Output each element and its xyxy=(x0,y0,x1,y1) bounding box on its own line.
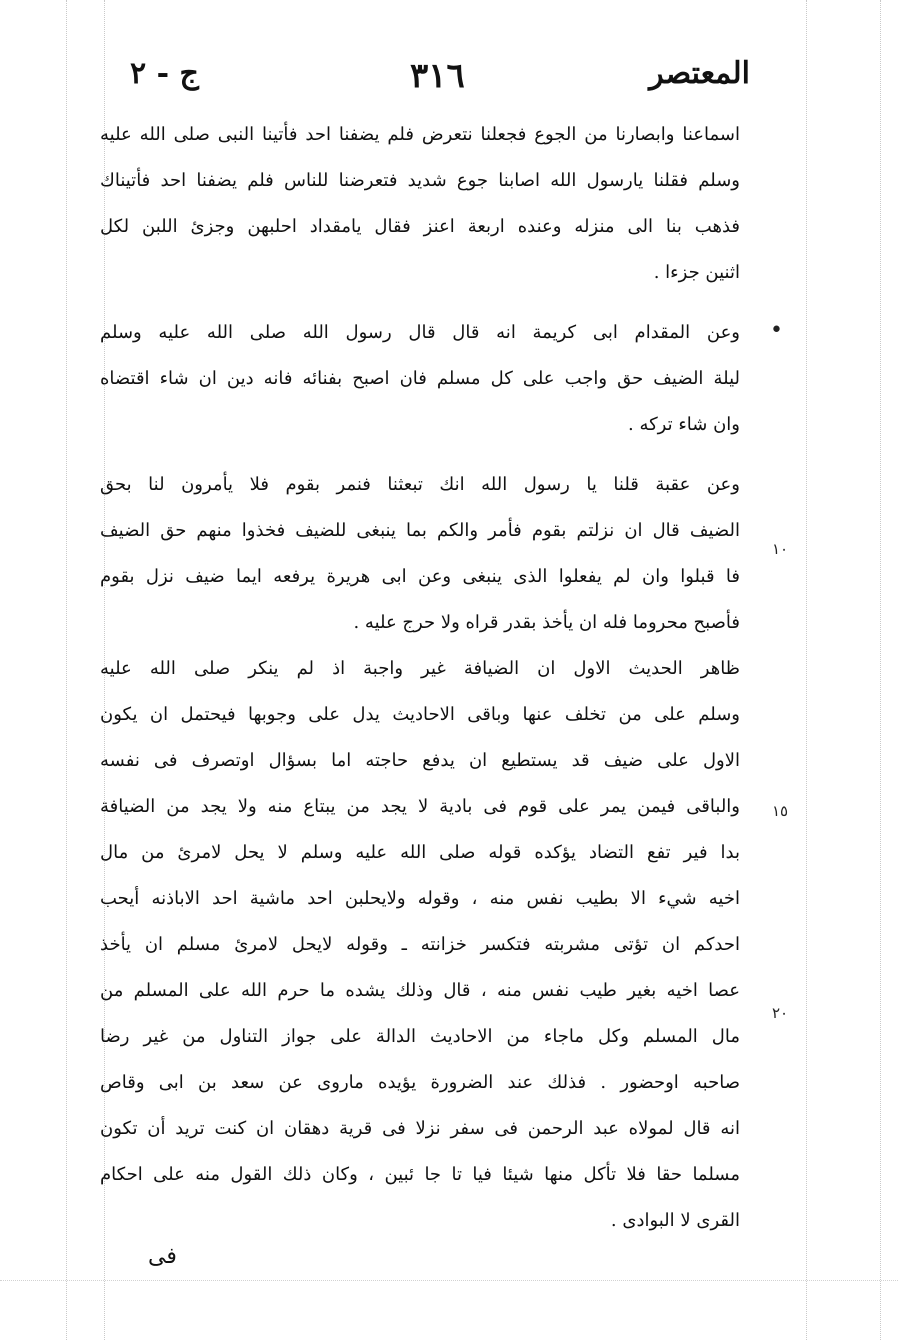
text-line: مسلما حقا فلا تأكل منها شيئا فيا تا جا ئبين ، وكان ذلك القول منه على احكام xyxy=(100,1164,740,1185)
body-text xyxy=(100,112,740,1244)
volume-label: ج - ٢ xyxy=(130,56,199,91)
text-line: اسماعنا وابصارنا من الجوع فجعلنا نتعرض فلم يضفنا احد فأتينا النبى صلى الله عليه xyxy=(100,124,740,145)
text-line: وسلم فقلنا يارسول الله اصابنا جوع شديد فتعرضنا للناس فلم يضفنا احد فأتيناك xyxy=(100,170,740,191)
scan-border-right-outer xyxy=(880,0,881,1340)
line-number-20: ٢٠ xyxy=(772,1004,789,1022)
catchword: فى xyxy=(148,1244,177,1269)
scan-border-left xyxy=(66,0,67,1340)
text-line: وعن عقبة قلنا يا رسول الله انك تبعثنا فنمر بقوم فلا يأمرون لنا بحق xyxy=(100,474,740,495)
line-number-10: ١٠ xyxy=(772,540,789,558)
text-line: انه قال لمولاه عبد الرحمن فى سفر نزلا فى قرية دهقان ان كنت تريد أن تكون xyxy=(100,1118,740,1139)
text-line: ظاهر الحديث الاول ان الضيافة غير واجبة اذ لم ينكر صلى الله عليه xyxy=(100,658,740,679)
text-line: والباقى فيمن يمر على قوم فى بادية لا يجد من يبتاع منه ولا يجد من الضيافة xyxy=(100,796,740,817)
text-line: الاول على ضيف قد يستطيع ان يدفع حاجته اما بسؤال اوتصرف فى نفسه xyxy=(100,750,740,771)
text-line: الضيف قال ان نزلتم بقوم فأمر والكم بما ينبغى للضيف فخذوا منهم حق الضيف xyxy=(100,520,740,541)
text-line: فا قبلوا وان لم يفعلوا الذى ينبغى وعن ابى هريرة يرفعه ايما ضيف نزل بقوم xyxy=(100,566,740,587)
text-line: اخيه شيء الا بطيب نفس منه ، وقوله ولايحلبن احد ماشية احد الاباذنه أيحب xyxy=(100,888,740,909)
text-line: صاحبه اوحضور . فذلك عند الضرورة يؤيده ماروى عن سعد بن ابى وقاص xyxy=(100,1072,740,1093)
text-line: وعن المقدام ابى كريمة انه قال قال رسول الله صلى الله عليه وسلم xyxy=(100,322,740,343)
line-number-15: ١٥ xyxy=(772,802,789,820)
scan-border-right xyxy=(806,0,807,1340)
text-line: وان شاء تركه . xyxy=(628,414,740,435)
text-line: بدا فير تفع التضاد يؤكده قوله صلى الله عليه وسلم لا يحل لامرئ من مال xyxy=(100,842,740,863)
book-title: المعتصر xyxy=(649,56,750,91)
text-line: مال المسلم وكل ماجاء من الاحاديث الدالة على جواز التناول من غير رضا xyxy=(100,1026,740,1047)
text-line: فأصبح محروما فله ان يأخذ بقدر قراه ولا حرج عليه . xyxy=(353,612,740,633)
section-dot-marker: • xyxy=(770,318,783,343)
text-line: فذهب بنا الى منزله وعنده اربعة اعنز فقال يامقداد احلبهن وجزئ اللبن لكل xyxy=(100,216,740,237)
scan-border-bottom xyxy=(0,1280,898,1281)
text-line: وسلم على من تخلف عنها وباقى الاحاديث يدل على وجوبها فيحتمل ان يكون xyxy=(100,704,740,725)
text-line: احدكم ان تؤتى مشربته فتكسر خزانته ـ وقوله لايحل لامرئ مسلم ان يأخذ xyxy=(100,934,740,955)
text-line: القرى لا البوادى . xyxy=(610,1210,740,1231)
text-line: عصا اخيه بغير طيب نفس منه ، قال وذلك يشده ما حرم الله على المسلم من xyxy=(100,980,740,1001)
text-line: اثنين جزءا . xyxy=(653,262,740,283)
page-header xyxy=(120,56,750,106)
text-line: ليلة الضيف حق واجب على كل مسلم فان اصبح بفنائه فانه دين ان شاء اقتضاه xyxy=(100,368,740,389)
page-number: ٣١٦ xyxy=(410,56,465,96)
